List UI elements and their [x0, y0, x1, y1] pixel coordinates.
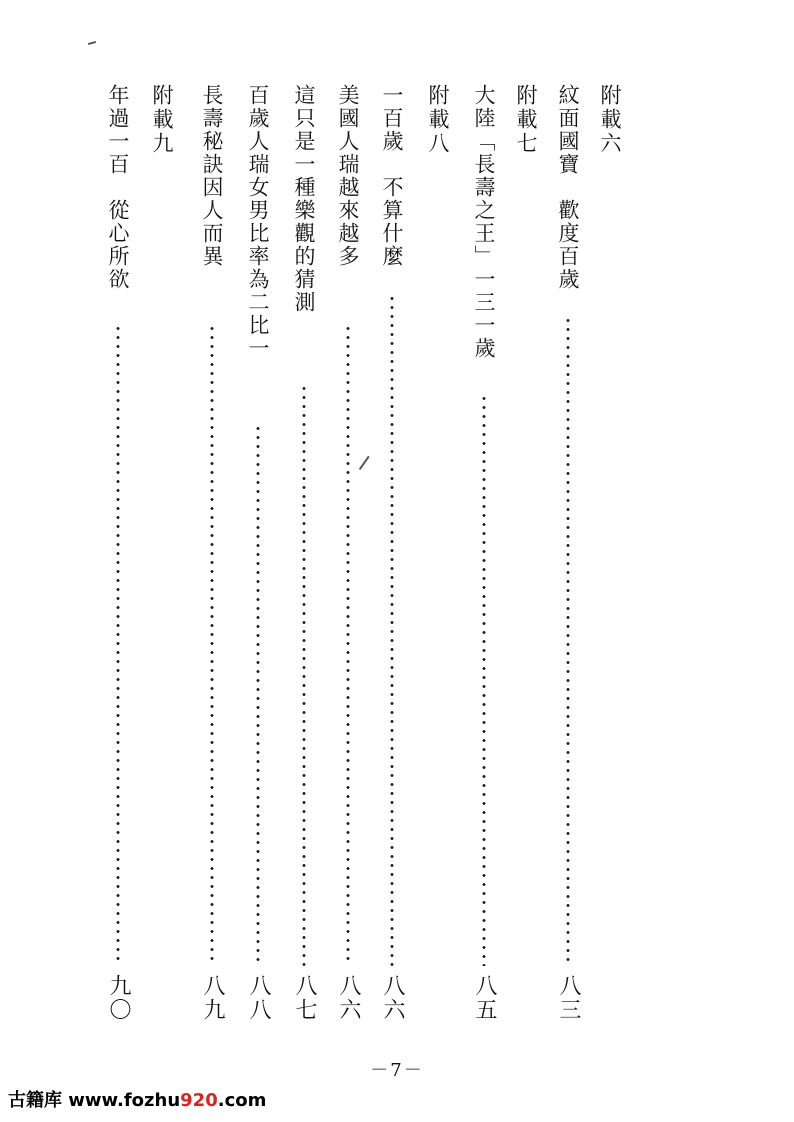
entry-title: 這只是一種樂觀的猜測 — [292, 84, 316, 314]
entry-title: 長壽秘訣因人而異 — [200, 84, 224, 268]
watermark-number: 920 — [180, 1090, 218, 1111]
dot-leader — [346, 324, 350, 966]
entry-title: 大陸「長壽之王」一三一歲 — [472, 84, 496, 360]
watermark — [8, 1086, 266, 1112]
heading-text: 附載六 — [598, 84, 622, 156]
toc-entry — [290, 84, 318, 1024]
watermark-suffix: .com — [217, 1090, 267, 1111]
entry-title: 年過一百 從心所欲 — [106, 84, 130, 291]
toc-heading — [148, 84, 176, 1024]
entry-page: 八九 — [200, 974, 225, 1022]
watermark-prefix: 古籍库 www.fozhu — [8, 1090, 181, 1111]
page-number: －7－ — [370, 1060, 424, 1081]
dot-leader — [256, 424, 260, 966]
entry-title: 一百歲 不算什麼 — [380, 84, 404, 268]
toc-entry — [378, 84, 406, 1024]
toc-heading — [596, 84, 624, 1024]
entry-page: 八六 — [336, 974, 361, 1022]
entry-page: 八八 — [246, 974, 271, 1022]
entry-title: 美國人瑞越來越多 — [336, 84, 360, 268]
entry-page: 八五 — [472, 974, 497, 1022]
dot-leader — [390, 294, 394, 966]
dot-leader — [566, 316, 570, 966]
dot-leader — [210, 324, 214, 966]
entry-title: 紋面國寶 歡度百歲 — [556, 84, 580, 291]
toc-entry — [198, 84, 226, 1024]
dot-leader — [482, 394, 486, 966]
scan-speck — [88, 41, 96, 45]
toc-entry — [104, 84, 132, 1024]
heading-text: 附載九 — [150, 84, 174, 156]
dot-leader — [302, 384, 306, 966]
heading-text: 附載七 — [514, 84, 538, 156]
entry-page: 八六 — [380, 974, 405, 1022]
toc-entry — [244, 84, 272, 1024]
entry-page: 八三 — [556, 974, 581, 1022]
toc-entry — [554, 84, 582, 1024]
toc-heading — [424, 84, 452, 1024]
toc-entry — [334, 84, 362, 1024]
entry-page: 八七 — [292, 974, 317, 1022]
dot-leader — [116, 324, 120, 966]
toc-entry — [470, 84, 498, 1024]
entry-title: 百歲人瑞女男比率為二比一 — [246, 84, 270, 360]
heading-text: 附載八 — [426, 84, 450, 156]
toc-heading — [512, 84, 540, 1024]
entry-page: 九〇 — [106, 974, 131, 1022]
